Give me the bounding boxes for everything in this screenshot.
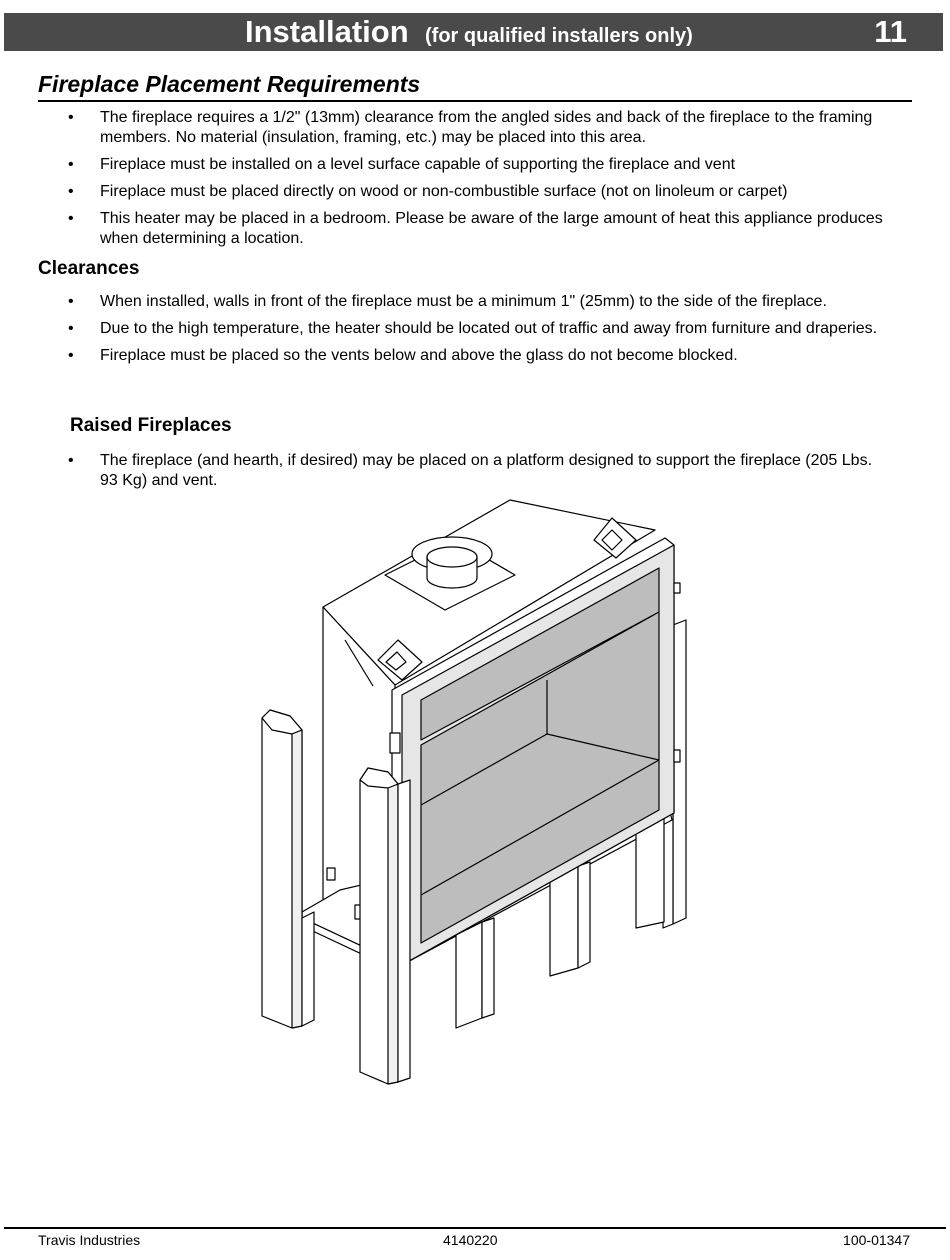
header-title: Installation xyxy=(245,14,409,49)
platform-post-back-left xyxy=(262,710,314,1028)
footer-part-number: 100-01347 xyxy=(843,1232,910,1248)
list-item: • This heater may be placed in a bedroom. Please be aware of the large amount of heat this appliance produces when determining a location. xyxy=(0,209,890,249)
list-item: • Fireplace must be installed on a level surface capable of supporting the fireplace and vent xyxy=(0,155,890,175)
raised-fireplaces-heading: Raised Fireplaces xyxy=(70,415,232,436)
list-item: • Fireplace must be placed directly on wood or non-combustible surface (not on linoleum or carpet) xyxy=(0,182,890,202)
list-item: • The fireplace (and hearth, if desired) may be placed on a platform designed to support the fireplace (205 Lbs. 93 Kg) and vent. xyxy=(0,451,890,491)
clearances-heading: Clearances xyxy=(38,258,140,279)
clearances-list xyxy=(0,292,890,373)
footer-company: Travis Industries xyxy=(38,1232,141,1248)
list-item: • The fireplace requires a 1/2" (13mm) clearance from the angled sides and back of the fireplace to the framing members. No material (insulation, framing, etc.) may be placed into this area. xyxy=(0,108,890,148)
list-item: • When installed, walls in front of the fireplace must be a minimum 1" (25mm) to the side of the fireplace. xyxy=(0,292,890,312)
footer-divider xyxy=(4,1227,946,1229)
platform-post-back-right-lower xyxy=(636,816,664,928)
placement-requirements-list xyxy=(0,108,890,256)
footer-document-number: 4140220 xyxy=(443,1232,498,1248)
list-item: • Due to the high temperature, the heater should be located out of traffic and away from furniture and draperies. xyxy=(0,319,890,339)
page-header-bar xyxy=(4,13,943,51)
section-divider xyxy=(38,100,912,102)
platform-post-front-mid xyxy=(456,918,494,1028)
header-subtitle: (for qualified installers only) xyxy=(425,25,693,47)
section-title: Fireplace Placement Requirements xyxy=(38,71,421,97)
page-number: 11 xyxy=(874,14,907,49)
raised-fireplaces-list xyxy=(0,451,890,498)
platform-post-front-left xyxy=(360,768,410,1084)
list-item: • Fireplace must be placed so the vents below and above the glass do not become blocked. xyxy=(0,346,890,366)
raised-fireplace-illustration xyxy=(250,495,700,1095)
